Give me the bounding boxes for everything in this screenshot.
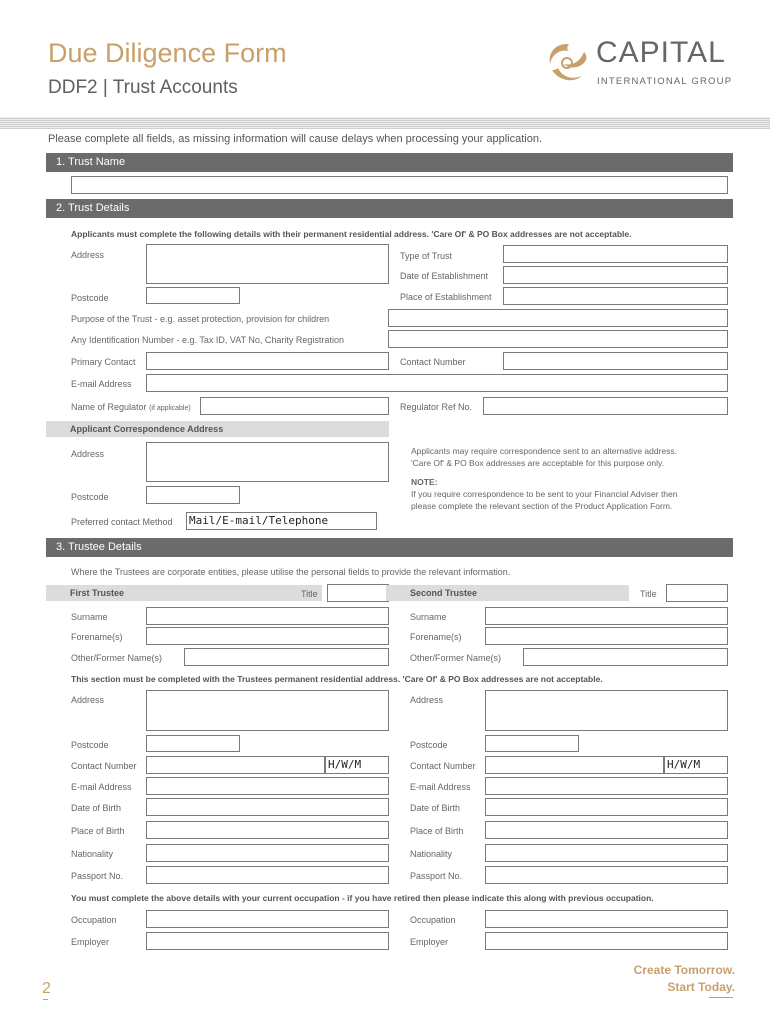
section-title: 2. Trust Details — [56, 202, 130, 214]
t2-employer-input[interactable] — [485, 932, 728, 950]
t1-address-label: Address — [71, 695, 105, 705]
t1-nationality-label: Nationality — [71, 849, 114, 859]
t2-surname-input[interactable] — [485, 607, 728, 625]
t1-occupation-label: Occupation — [71, 915, 117, 925]
place-established-label: Place of Establishment — [400, 292, 492, 302]
t2-passport-label: Passport No. — [410, 871, 463, 881]
trustee-instruction: Where the Trustees are corporate entities, please utilise the personal fields to provide the relevant information. — [71, 567, 511, 577]
t2-other-names-label: Other/Former Name(s) — [410, 653, 502, 663]
trust-address-input[interactable] — [146, 244, 389, 284]
regulator-optional: (if applicable) — [149, 405, 191, 412]
section-trustee-details — [46, 538, 733, 557]
type-of-trust-input[interactable] — [503, 245, 728, 263]
footer-slogan-1: Create Tomorrow. — [633, 963, 735, 977]
t2-surname-label: Surname — [410, 612, 447, 622]
regulator-input[interactable] — [200, 397, 389, 415]
id-number-label: Any Identification Number - e.g. Tax ID, VAT No, Charity Registration — [71, 335, 344, 345]
page-title: Due Diligence Form — [48, 38, 287, 68]
primary-contact-input[interactable] — [146, 352, 389, 370]
t2-occupation-label: Occupation — [410, 915, 456, 925]
correspondence-heading — [46, 421, 389, 437]
t2-address-input[interactable] — [485, 690, 728, 731]
t2-occupation-input[interactable] — [485, 910, 728, 928]
correspondence-heading-text: Applicant Correspondence Address — [70, 424, 224, 434]
intro-text: Please complete all fields, as missing information will cause delays when processing your application. — [48, 133, 543, 145]
id-number-input[interactable] — [388, 330, 728, 348]
t2-email-label: E-mail Address — [410, 782, 471, 792]
t1-address-input[interactable] — [146, 690, 389, 731]
t1-dob-label: Date of Birth — [71, 803, 122, 813]
section-trust-details — [46, 199, 733, 218]
section-trust-name — [46, 153, 733, 172]
place-established-input[interactable] — [503, 287, 728, 305]
t2-nationality-input[interactable] — [485, 844, 728, 862]
corr-postcode-input[interactable] — [146, 486, 240, 504]
corr-address-label: Address — [71, 449, 105, 459]
t1-title-input[interactable] — [327, 584, 389, 602]
t1-email-label: E-mail Address — [71, 782, 132, 792]
t2-nationality-label: Nationality — [410, 849, 453, 859]
type-of-trust-label: Type of Trust — [400, 251, 453, 261]
t1-nationality-input[interactable] — [146, 844, 389, 862]
page-number-underline — [43, 999, 48, 1000]
regulator-text: Name of Regulator — [71, 402, 147, 412]
footer-underline — [709, 997, 733, 998]
preferred-contact-label: Preferred contact Method — [71, 517, 173, 527]
section-title: 3. Trustee Details — [56, 541, 142, 553]
purpose-label: Purpose of the Trust - e.g. asset protection, provision for children — [71, 314, 330, 324]
logo-name: CAPITAL — [596, 36, 726, 69]
t1-contact-number-label: Contact Number — [71, 761, 137, 771]
t1-forename-input[interactable] — [146, 627, 389, 645]
email-label: E-mail Address — [71, 379, 132, 389]
t2-email-input[interactable] — [485, 777, 728, 795]
t1-postcode-label: Postcode — [71, 740, 109, 750]
t1-passport-input[interactable] — [146, 866, 389, 884]
page-subtitle: DDF2 | Trust Accounts — [48, 77, 238, 98]
t1-surname-label: Surname — [71, 612, 108, 622]
regulator-ref-label: Regulator Ref No. — [400, 402, 473, 412]
primary-contact-label: Primary Contact — [71, 357, 136, 367]
t2-pob-input[interactable] — [485, 821, 728, 839]
t1-passport-label: Passport No. — [71, 871, 124, 881]
regulator-label — [71, 402, 191, 412]
t1-other-names-input[interactable] — [184, 648, 389, 666]
capital-logo-icon — [542, 40, 592, 86]
t1-occupation-input[interactable] — [146, 910, 389, 928]
t1-pob-input[interactable] — [146, 821, 389, 839]
corr-info-1: Applicants may require correspondence sent to an alternative address. — [411, 446, 678, 456]
note-label: NOTE: — [411, 477, 438, 487]
trust-postcode-input[interactable] — [146, 287, 240, 304]
occupation-note: You must complete the above details with your current occupation - if you have retired then please indicate this along with previous occupation. — [71, 893, 654, 903]
note-line-2: please complete the relevant section of the Product Application Form. — [411, 501, 673, 511]
t2-dob-label: Date of Birth — [410, 803, 461, 813]
t2-employer-label: Employer — [410, 937, 449, 947]
t1-hwm-select[interactable]: H/W/M — [325, 756, 389, 774]
address-label: Address — [71, 250, 105, 260]
section-title: 1. Trust Name — [56, 156, 126, 168]
t1-employer-input[interactable] — [146, 932, 389, 950]
t1-employer-label: Employer — [71, 937, 110, 947]
t1-contact-number-input[interactable] — [146, 756, 325, 774]
header-divider — [0, 117, 770, 129]
regulator-ref-input[interactable] — [483, 397, 728, 415]
date-established-label: Date of Establishment — [400, 271, 489, 281]
t2-postcode-label: Postcode — [410, 740, 448, 750]
t2-dob-input[interactable] — [485, 798, 728, 816]
t1-pob-label: Place of Birth — [71, 826, 125, 836]
trust-name-input[interactable] — [71, 176, 728, 194]
date-established-input[interactable] — [503, 266, 728, 284]
page-number: 2 — [42, 980, 51, 997]
t2-forename-input[interactable] — [485, 627, 728, 645]
t1-title-label: Title — [301, 589, 318, 599]
t2-other-names-input[interactable] — [523, 648, 728, 666]
email-input[interactable] — [146, 374, 728, 392]
contact-number-input[interactable] — [503, 352, 728, 370]
footer-slogan-2: Start Today. — [667, 980, 735, 994]
t2-contact-number-input[interactable] — [485, 756, 664, 774]
t2-title-label: Title — [640, 589, 657, 599]
t2-title-input[interactable] — [666, 584, 728, 602]
t2-contact-number-label: Contact Number — [410, 761, 476, 771]
residential-note: This section must be completed with the Trustees permanent residential address. 'Care Of' & PO Box addresses are not acceptable. — [71, 674, 603, 684]
t2-postcode-input[interactable] — [485, 735, 579, 752]
t1-other-names-label: Other/Former Name(s) — [71, 653, 163, 663]
note-line-1: If you require correspondence to be sent to your Financial Adviser then — [411, 489, 678, 499]
second-trustee-heading — [386, 585, 629, 601]
t2-hwm-select[interactable]: H/W/M — [664, 756, 728, 774]
second-trustee-text: Second Trustee — [410, 588, 478, 598]
t2-forename-label: Forename(s) — [410, 632, 462, 642]
trust-instruction: Applicants must complete the following details with their permanent residential address. 'Care Of' & PO Box addresses are not acceptable. — [71, 229, 632, 239]
corr-info-2: 'Care Of' & PO Box addresses are acceptable for this purpose only. — [411, 458, 665, 468]
t1-dob-input[interactable] — [146, 798, 389, 816]
postcode-label: Postcode — [71, 293, 109, 303]
first-trustee-text: First Trustee — [70, 588, 125, 598]
t1-forename-label: Forename(s) — [71, 632, 123, 642]
logo-subtitle: INTERNATIONAL GROUP — [597, 76, 733, 87]
t2-address-label: Address — [410, 695, 444, 705]
t2-pob-label: Place of Birth — [410, 826, 464, 836]
corr-postcode-label: Postcode — [71, 492, 109, 502]
corr-address-input[interactable] — [146, 442, 389, 482]
contact-number-label: Contact Number — [400, 357, 466, 367]
first-trustee-heading — [46, 585, 322, 601]
t1-postcode-input[interactable] — [146, 735, 240, 752]
purpose-input[interactable] — [388, 309, 728, 327]
preferred-contact-input[interactable]: Mail/E-mail/Telephone — [186, 512, 377, 530]
t1-email-input[interactable] — [146, 777, 389, 795]
t1-surname-input[interactable] — [146, 607, 389, 625]
t2-passport-input[interactable] — [485, 866, 728, 884]
